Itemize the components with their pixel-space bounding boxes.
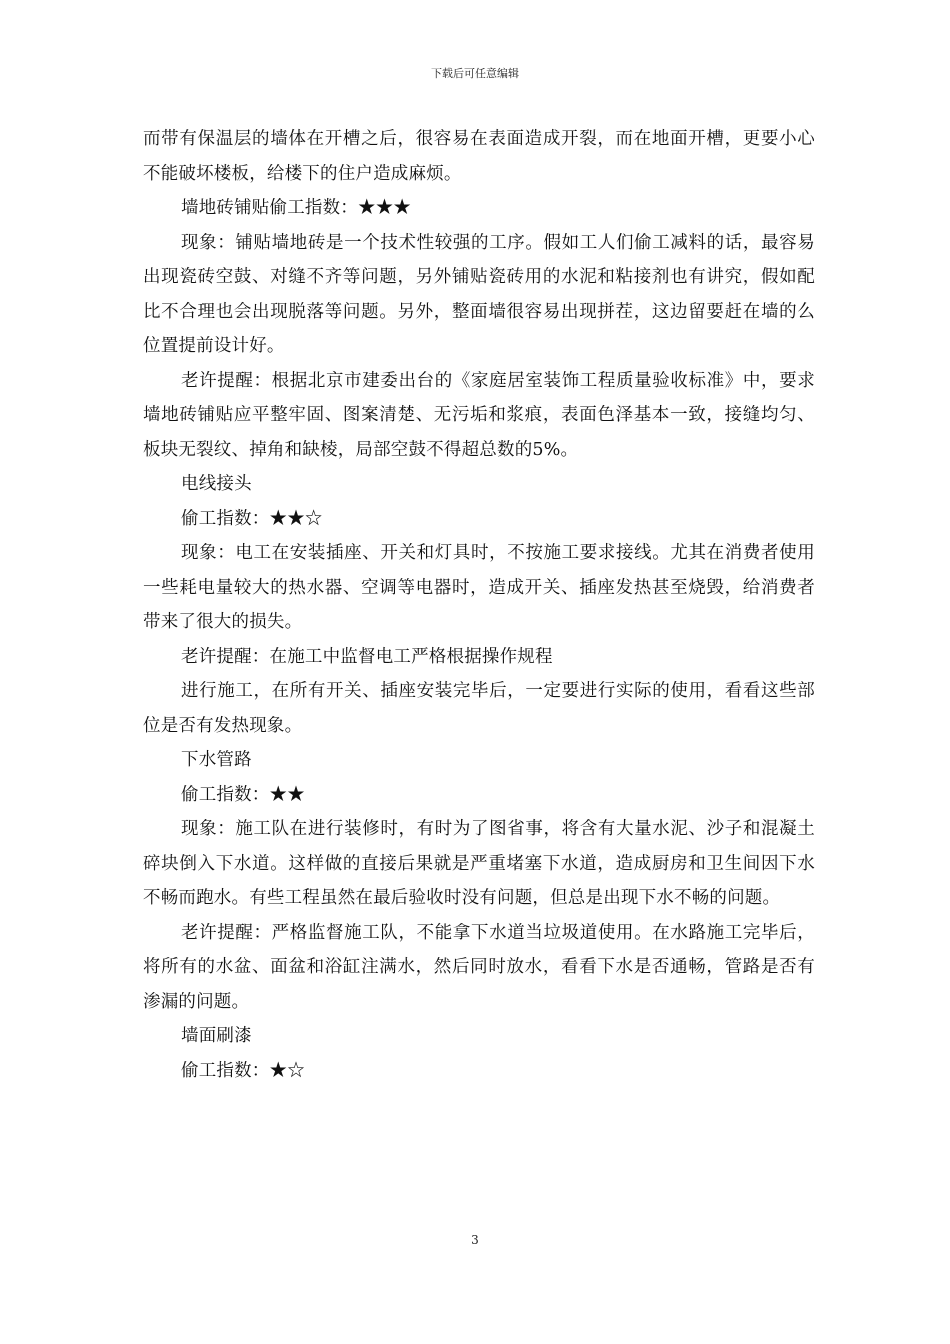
paragraph: 现象：施工队在进行装修时，有时为了图省事，将含有大量水泥、沙子和混凝土碎块倒入下水道。这样做的直接后果就是严重堵塞下水道，造成厨房和卫生间因下水不畅而跑水。有些工程虽然在最后验收时没有问题，但总是出现下水不畅的问题。 <box>143 819 815 908</box>
paragraph: 现象：电工在安装插座、开关和灯具时，不按施工要求接线。尤其在消费者使用一些耗电量较大的热水器、空调等电器时，造成开关、插座发热甚至烧毁，给消费者带来了很大的损失。 <box>143 543 815 632</box>
rating-line: 偷工指数：★★ <box>181 784 305 805</box>
rating-line: 偷工指数：★★☆ <box>181 508 323 529</box>
section-heading: 下水管路 <box>181 750 252 770</box>
page-number: 3 <box>471 1233 479 1247</box>
paragraph: 老许提醒：严格监督施工队，不能拿下水道当垃圾道使用。在水路施工完毕后，将所有的水盆、面盆和浴缸注满水，然后同时放水，看看下水是否通畅，管路是否有渗漏的问题。 <box>143 922 815 1012</box>
paragraph: 而带有保温层的墙体在开槽之后，很容易在表面造成开裂，而在地面开槽，更要小心不能破坏楼板，给楼下的住户造成麻烦。 <box>143 129 815 184</box>
paragraph: 老许提醒：在施工中监督电工严格根据操作规程 <box>181 646 553 667</box>
page-header: 下载后可任意编辑 <box>431 67 519 80</box>
document-body <box>143 122 815 1088</box>
paragraph: 进行施工，在所有开关、插座安装完毕后，一定要进行实际的使用，看看这些部位是否有发热现象。 <box>143 681 815 736</box>
paragraph: 墙地砖铺贴偷工指数：★★★ <box>181 198 412 218</box>
paragraph: 老许提醒：根据北京市建委出台的《家庭居室装饰工程质量验收标准》中，要求墙地砖铺贴应平整牢固、图案清楚、无污垢和浆痕，表面色泽基本一致，接缝均匀、板块无裂纹、掉角和缺棱，局部空鼓不得超总数的5%。 <box>143 370 815 460</box>
section-heading: 墙面刷漆 <box>181 1026 252 1046</box>
paragraph: 现象：铺贴墙地砖是一个技术性较强的工序。假如工人们偷工减料的话，最容易出现瓷砖空鼓、对缝不齐等问题，另外铺贴瓷砖用的水泥和粘接剂也有讲究，假如配比不合理也会出现脱落等问题。另外，整面墙很容易出现拼茬，这边留要赶在墙的么位置提前设计好。 <box>143 232 815 356</box>
rating-line: 偷工指数：★☆ <box>181 1060 305 1081</box>
section-heading: 电线接头 <box>181 474 252 494</box>
